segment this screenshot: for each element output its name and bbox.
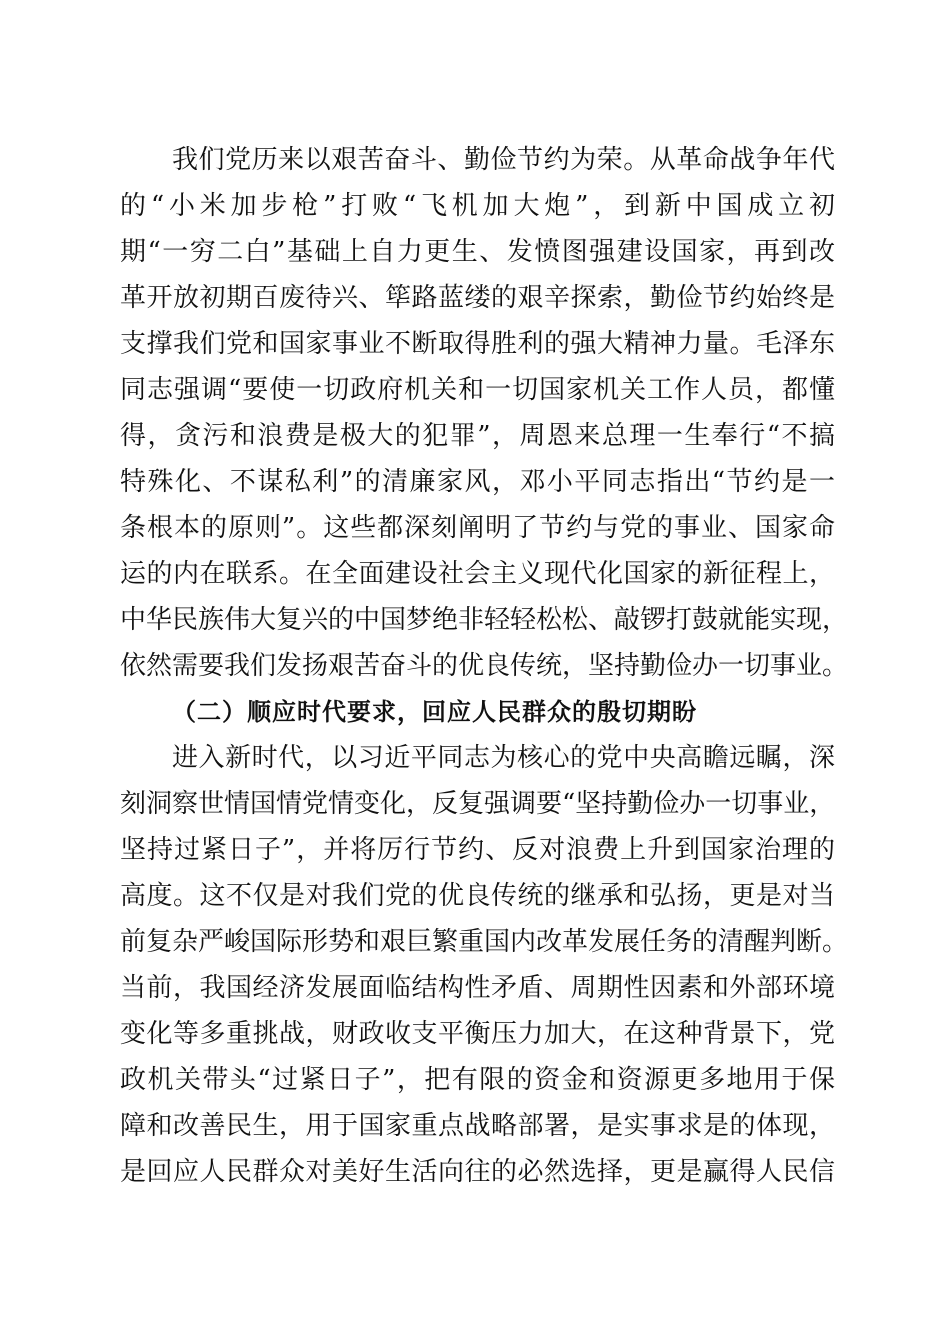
- paragraph-2-line-4: 高度。这不仅是对我们党的优良传统的继承和弘扬，更是对当: [120, 881, 835, 911]
- paragraph-2-line-2: 刻洞察世情国情党情变化，反复强调要“坚持勤俭办一切事业，: [120, 789, 836, 819]
- section-heading: （二）顺应时代要求，回应人民群众的殷切期盼: [172, 697, 697, 726]
- paragraph-1-line-12: 依然需要我们发扬艰苦奋斗的优良传统，坚持勤俭办一切事业。: [120, 651, 849, 681]
- paragraph-2-line-10: 是回应人民群众对美好生活向往的必然选择，更是赢得人民信: [120, 1157, 835, 1187]
- paragraph-2-line-9: 障和改善民生，用于国家重点战略部署，是实事求是的体现，: [120, 1111, 835, 1141]
- paragraph-1-line-5: 支撑我们党和国家事业不断取得胜利的强大精神力量。毛泽东: [120, 329, 835, 359]
- paragraph-1-line-4: 革开放初期百废待兴、筚路蓝缕的艰辛探索，勤俭节约始终是: [120, 283, 835, 313]
- paragraph-1-line-1: 我们党历来以艰苦奋斗、勤俭节约为荣。从革命战争年代: [172, 145, 835, 175]
- paragraph-2-line-3: 坚持过紧日子”，并将厉行节约、反对浪费上升到国家治理的: [120, 835, 835, 865]
- paragraph-1-line-6: 同志强调“要使一切政府机关和一切国家机关工作人员，都懂: [120, 375, 835, 405]
- paragraph-2-line-7: 变化等多重挑战，财政收支平衡压力加大，在这种背景下，党: [120, 1019, 835, 1049]
- paragraph-1-line-9: 条根本的原则”。这些都深刻阐明了节约与党的事业、国家命: [120, 513, 835, 543]
- paragraph-2-line-6: 当前，我国经济发展面临结构性矛盾、周期性因素和外部环境: [120, 973, 835, 1003]
- paragraph-1-line-2: 的“小米加步枪”打败“飞机加大炮”，到新中国成立初: [120, 191, 835, 221]
- paragraph-1-line-7: 得，贪污和浪费是极大的犯罪”，周恩来总理一生奉行“不搞: [120, 421, 835, 451]
- paragraph-2-line-5: 前复杂严峻国际形势和艰巨繁重国内改革发展任务的清醒判断。: [120, 927, 849, 957]
- paragraph-1-line-3: 期“一穷二白”基础上自力更生、发愤图强建设国家，再到改: [120, 237, 835, 267]
- paragraph-1-line-10: 运的内在联系。在全面建设社会主义现代化国家的新征程上，: [120, 559, 835, 589]
- paragraph-1-line-11: 中华民族伟大复兴的中国梦绝非轻轻松松、敲锣打鼓就能实现，: [120, 605, 849, 635]
- paragraph-2-line-8: 政机关带头“过紧日子”，把有限的资金和资源更多地用于保: [120, 1065, 835, 1095]
- paragraph-2-line-1: 进入新时代，以习近平同志为核心的党中央高瞻远瞩，深: [172, 743, 835, 773]
- paragraph-1-line-8: 特殊化、不谋私利”的清廉家风，邓小平同志指出“节约是一: [120, 467, 835, 497]
